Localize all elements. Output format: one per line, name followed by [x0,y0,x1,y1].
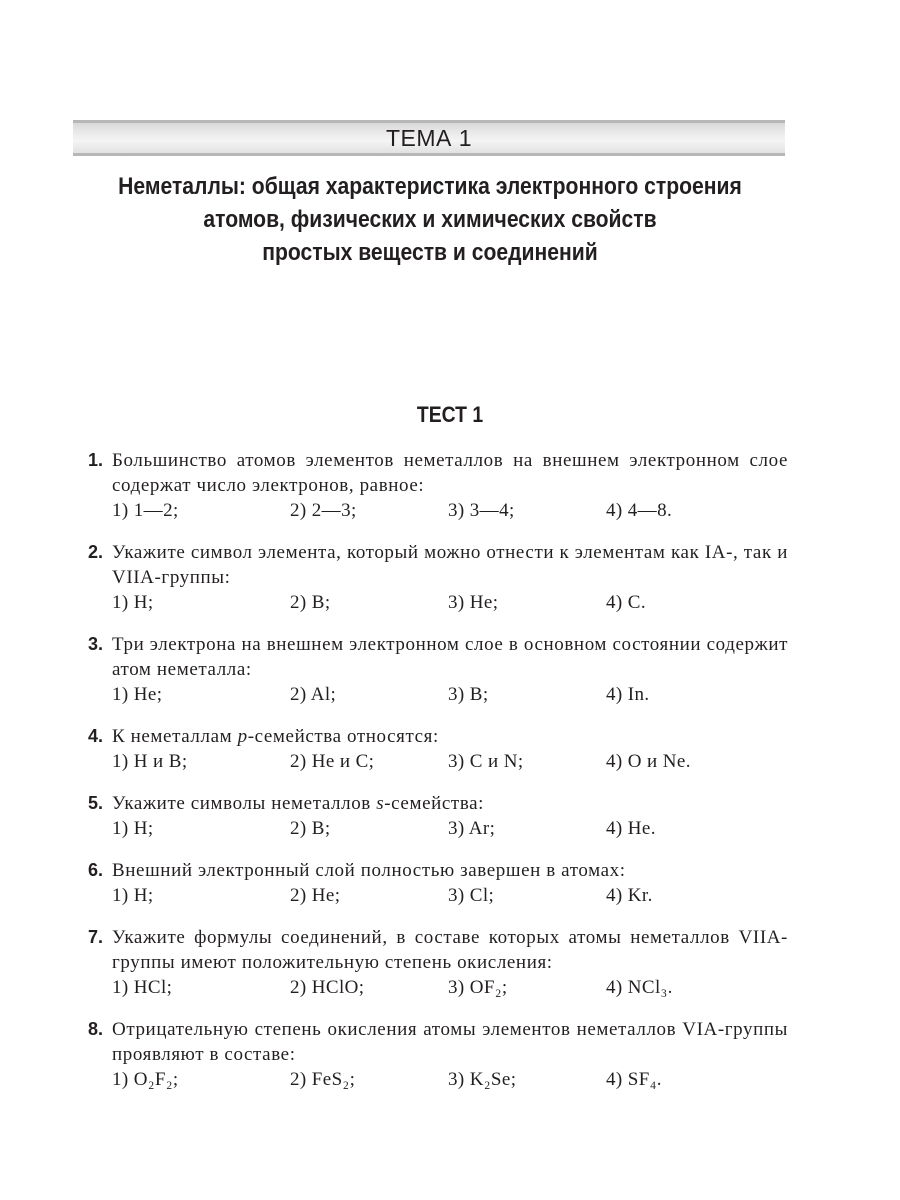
question-number: 8. [88,1019,104,1039]
question-item [88,724,788,774]
answer-options [112,1067,788,1092]
question-text-italic: s [376,793,385,814]
answer-option: 4) O и Ne. [606,751,691,772]
theme-label: ТЕМА 1 [385,125,473,151]
question-item [88,925,788,1000]
answer-option: 3) OF₂; [448,977,508,998]
question-number: 2. [88,542,104,562]
answer-option: 1) 1—2; [112,500,179,521]
question-item [88,632,788,707]
question-item [88,540,788,615]
question-text-part: -семейства относятся: [247,726,439,747]
question-text-part: Укажите символы неметаллов [112,793,377,814]
answer-option: 4) NCl₃. [606,977,673,998]
question-item [88,858,788,908]
theme-header-band [73,120,785,156]
answer-option: 1) H и B; [112,751,188,772]
answer-option: 2) B; [290,592,331,613]
answer-option: 1) H; [112,592,154,613]
chapter-title-line: атомов, физических и химических свойств [203,206,657,233]
chapter-title-line: простых веществ и соединений [262,239,598,266]
answer-option: 2) B; [290,818,331,839]
question-text: Укажите формулы соединений, в составе которых атомы неметаллов VIIA-группы имеют положительную степень окисления: [112,927,788,973]
answer-option: 4) He. [606,818,656,839]
answer-options [112,749,788,774]
answer-options [112,590,788,615]
question-text: Внешний электронный слой полностью завершен в атомах: [112,860,626,881]
answer-option: 2) He и C; [290,751,375,772]
answer-options [112,498,788,523]
answer-option: 2) HClO; [290,977,365,998]
answer-option: 1) H; [112,818,154,839]
chapter-title [104,170,755,269]
answer-option: 2) Al; [290,684,337,705]
chapter-title-line: Неметаллы: общая характеристика электронного строения [118,173,742,200]
question-number: 5. [88,793,104,813]
question-number: 7. [88,927,104,947]
answer-option: 3) He; [448,592,499,613]
question-text-part: -семейства: [384,793,485,814]
answer-option: 1) O₂F₂; [112,1069,179,1090]
answer-option: 4) In. [606,684,650,705]
answer-option: 3) C и N; [448,751,524,772]
answer-option: 4) SF₄. [606,1069,662,1090]
answer-option: 1) H; [112,885,154,906]
answer-option: 4) Kr. [606,885,653,906]
question-text-italic: p [237,726,248,747]
question-number: 6. [88,860,104,880]
answer-option: 2) He; [290,885,341,906]
answer-option: 2) 2—3; [290,500,357,521]
question-item [88,791,788,841]
answer-option: 1) HCl; [112,977,173,998]
question-text [112,724,788,749]
question-text: Укажите символ элемента, который можно отнести к элементам как IA-, так и VIIA-группы: [112,542,788,588]
answer-options [112,682,788,707]
question-text: Отрицательную степень окисления атомы элементов неметаллов VIA-группы проявляют в составе: [112,1019,788,1065]
question-number: 1. [88,450,104,470]
answer-option: 2) FeS₂; [290,1069,356,1090]
answer-option: 4) C. [606,592,646,613]
answer-option: 4) 4—8. [606,500,673,521]
question-text [112,791,788,816]
question-item [88,1017,788,1092]
question-text-part: К неметаллам [112,726,238,747]
answer-option: 3) Ar; [448,818,496,839]
question-text: Большинство атомов элементов неметаллов на внешнем электронном слое содержат число электронов, равное: [112,450,788,496]
answer-option: 3) Cl; [448,885,495,906]
question-item [88,448,788,523]
question-number: 3. [88,634,104,654]
answer-option: 1) He; [112,684,163,705]
answer-option: 3) K₂Se; [448,1069,517,1090]
answer-options [112,975,788,1000]
answer-option: 3) B; [448,684,489,705]
test-title: ТЕСТ 1 [416,402,484,427]
question-list [88,448,788,1109]
answer-option: 3) 3—4; [448,500,515,521]
answer-options [112,883,788,908]
question-number: 4. [88,726,104,746]
question-text: Три электрона на внешнем электронном слое в основном состоянии содержит атом неметалла: [112,634,788,680]
answer-options [112,816,788,841]
